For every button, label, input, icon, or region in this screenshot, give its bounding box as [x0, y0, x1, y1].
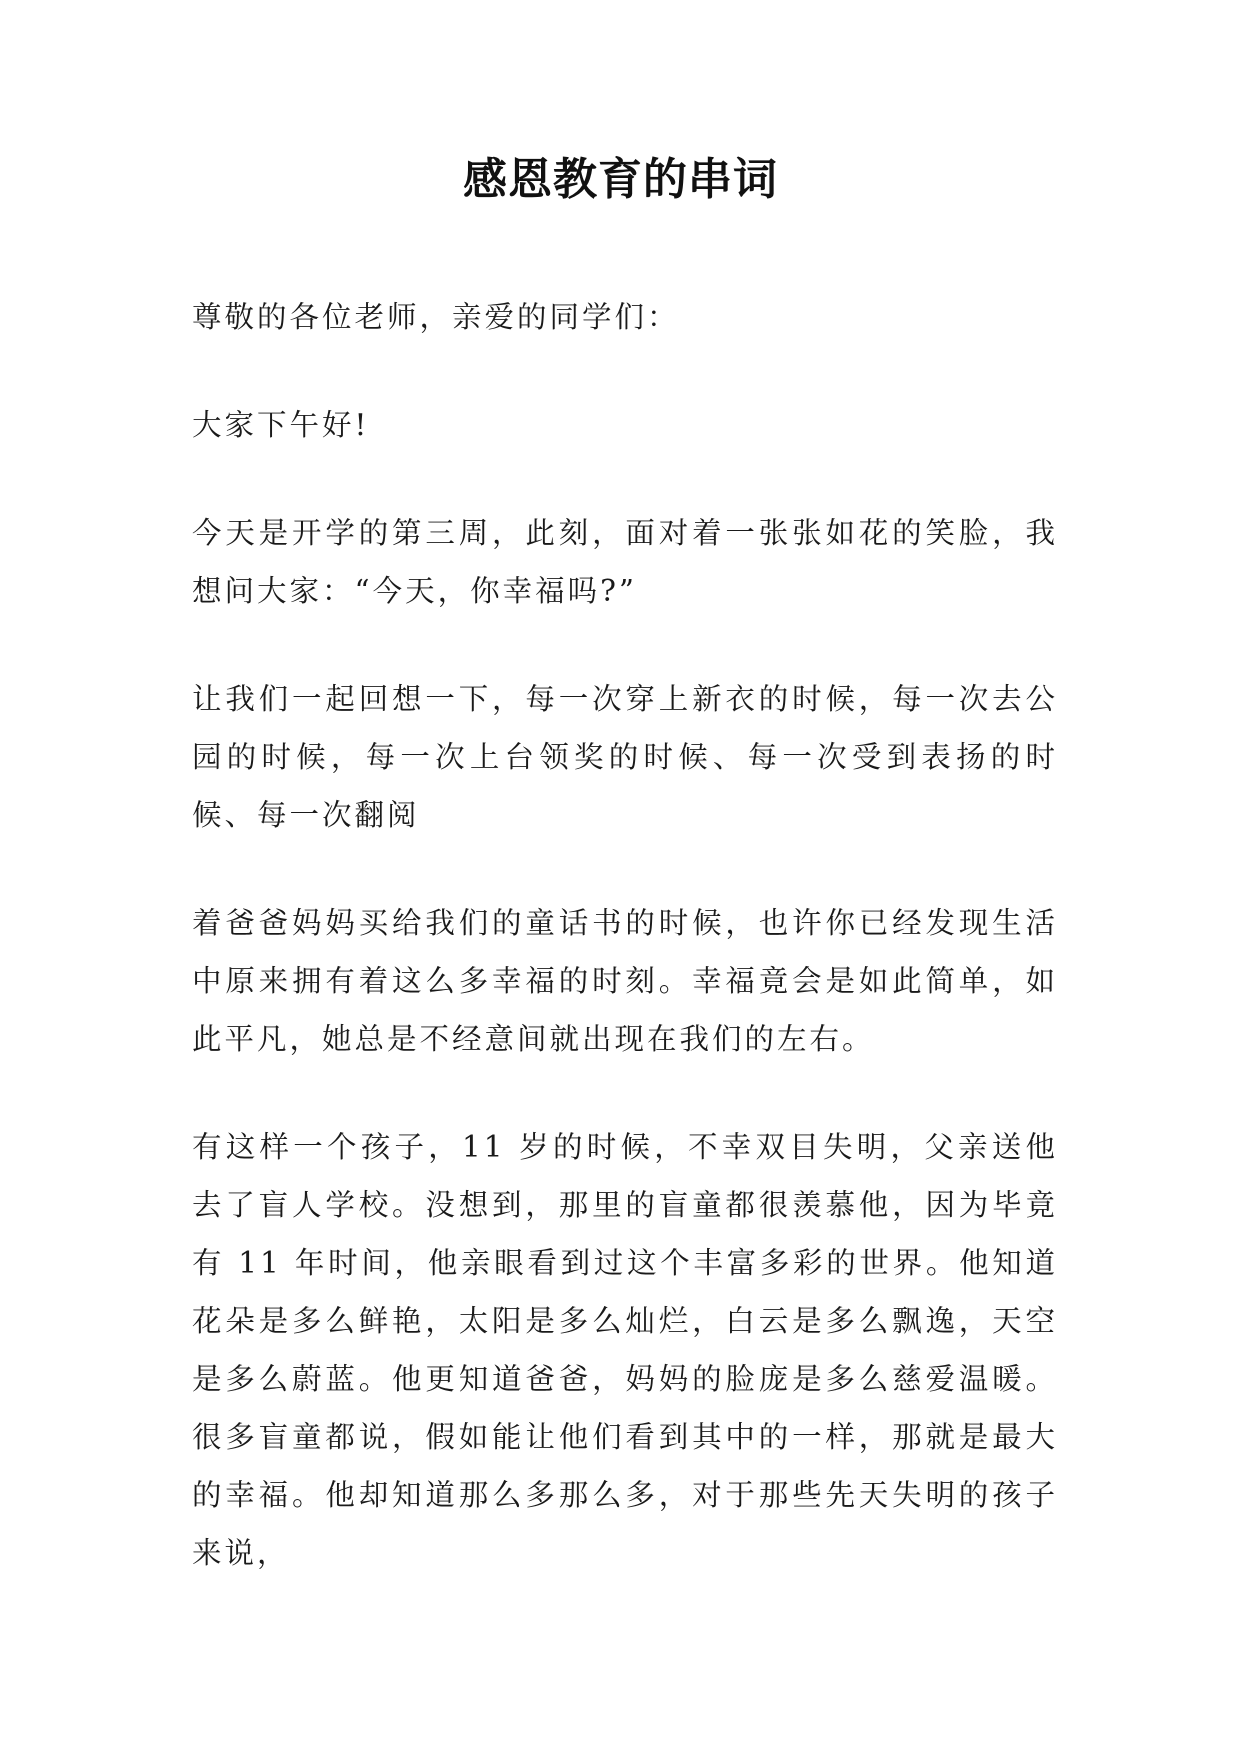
- document-body: [192, 288, 1058, 1632]
- paragraph: 让我们一起回想一下，每一次穿上新衣的时候，每一次去公园的时候，每一次上台领奖的时候、每一次受到表扬的时候、每一次翻阅: [192, 682, 1058, 832]
- paragraph-salutation: 大家下午好!: [192, 408, 370, 442]
- paragraph-greeting: 尊敬的各位老师，亲爱的同学们：: [192, 300, 680, 334]
- document-title: 感恩教育的串词: [463, 154, 778, 205]
- paragraph: 着爸爸妈妈买给我们的童话书的时候，也许你已经发现生活中原来拥有着这么多幸福的时刻。幸福竟会是如此简单，如此平凡，她总是不经意间就出现在我们的左右。: [192, 906, 1058, 1056]
- paragraph: 今天是开学的第三周，此刻，面对着一张张如花的笑脸，我想问大家：“今天，你幸福吗?”: [192, 516, 1058, 608]
- paragraph: 有这样一个孩子，11 岁的时候，不幸双目失明，父亲送他去了盲人学校。没想到，那里的盲童都很羡慕他，因为毕竟有 11 年时间，他亲眼看到过这个丰富多彩的世界。他知道花朵是多么鲜艳，太阳是多么灿烂，白云是多么飘逸，天空是多么蔚蓝。他更知道爸爸，妈妈的脸庞是多么慈爱温暖。很多盲童都说，假如能让他们看到其中的一样，那就是最大的幸福。他却知道那么多那么多，对于那些先天失明的孩子来说，: [192, 1130, 1058, 1570]
